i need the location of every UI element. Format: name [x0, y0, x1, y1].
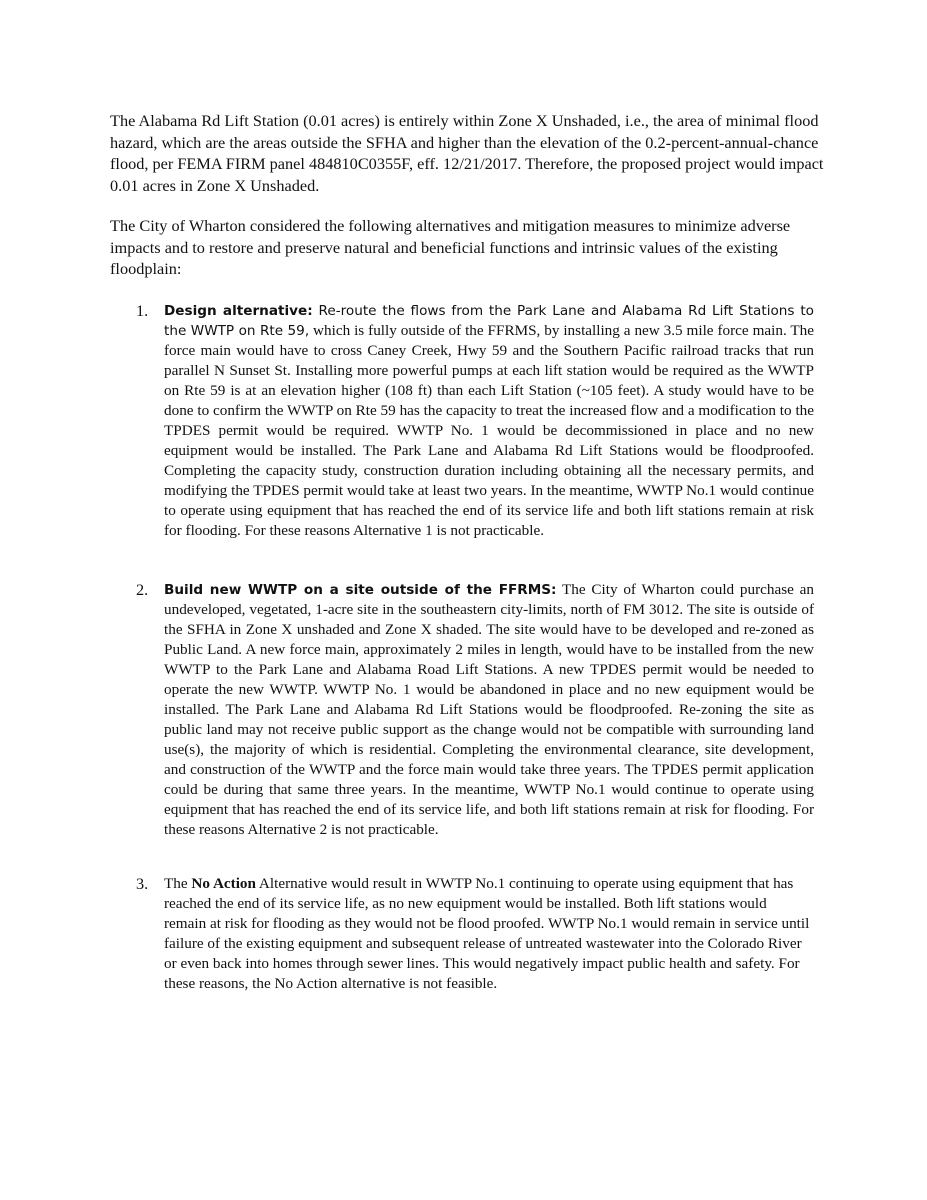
list-number: 1.	[136, 301, 149, 320]
alternatives-intro-paragraph: The City of Wharton considered the following alternatives and mitigation measures to minimize adverse impacts and to restore and preserve natural and beneficial functions and intrinsic values of the existing floodplain:	[110, 216, 791, 278]
intro-paragraph: The Alabama Rd Lift Station (0.01 acres) is entirely within Zone X Unshaded, i.e., the area of minimal flood hazard, which are the areas outside the SFHA and higher than the elevation of the 0.2-percent-annual-chance flood, per FEMA FIRM panel 484810C0355F, eff. 12/21/2017. Therefore, the proposed project would impact 0.01 acres in Zone X Unshaded.	[110, 111, 824, 195]
alternative-2-title: Build new WWTP on a site outside of the FFRMS:	[164, 582, 557, 598]
alternative-1-text	[164, 301, 814, 541]
alternative-1-title: Design alternative:	[164, 303, 313, 319]
list-number: 3.	[136, 874, 149, 893]
alternative-2-text	[164, 580, 814, 840]
alternative-3-title: No Action	[191, 875, 256, 892]
alternative-1-lead: Re-route the flows from the Park Lane and Alabama Rd Lift Stations to the WWTP on Rte 59,	[164, 303, 814, 339]
list-number: 2.	[136, 580, 149, 599]
alternative-1-body: which is fully outside of the FFRMS, by installing a new 3.5 mile force main. The force main would have to cross Caney Creek, Hwy 59 and the Southern Pacific railroad tracks that run parallel N Sunset St. Installing more powerful pumps at each lift station would be required as the WWTP on Rte 59 is at an elevation higher (108 ft) than each Lift Station (~105 feet). A study would have to be done to confirm the WWTP on Rte 59 has the capacity to treat the increased flow and a modification to the TPDES permit would be required. WWTP No. 1 would be decommissioned in place and no new equipment would be installed. The Park Lane and Alabama Rd Lift Stations would be floodproofed. Completing the capacity study, construction duration including obtaining all the necessary permits, and modifying the TPDES permit would take at least two years. In the meantime, WWTP No.1 would continue to operate using equipment that has reached the end of its service life and both lift stations remain at risk for flooding. For these reasons Alternative 1 is not practicable.	[164, 322, 814, 539]
alternative-2-body: The City of Wharton could purchase an undeveloped, vegetated, 1-acre site in the southeastern city-limits, north of FM 3012. The site is outside of the SFHA in Zone X unshaded and Zone X shaded. The site would have to be developed and re-zoned as Public Land. A new force main, approximately 2 miles in length, would have to be installed from the new WWTP to the Park Lane and Alabama Road Lift Stations. A new TPDES permit would be needed to operate the new WWTP. WWTP No. 1 would be abandoned in place and no new equipment would be installed. The Park Lane and Alabama Rd Lift Stations would be floodproofed. Re-zoning the site as public land may not receive public support as the change would not be compatible with surrounding land use(s), the majority of which is residential. Completing the environmental clearance, site development, and construction of the WWTP and the force main would take three years. The TPDES permit application could be during that same three years. In the meantime, WWTP No.1 would continue to operate using equipment that has reached the end of its service life, and both lift stations remain at risk for flooding. For these reasons Alternative 2 is not practicable.	[164, 581, 814, 838]
alternative-3-body: Alternative would result in WWTP No.1 continuing to operate using equipment that has reached the end of its service life, as no new equipment would be installed. Both lift stations would remain at risk for flooding as they would not be flood proofed. WWTP No.1 would remain in service until failure of the existing equipment and subsequent release of untreated wastewater into the Colorado River or even back into homes through sewer lines. This would negatively impact public health and safety. For these reasons, the No Action alternative is not feasible.	[164, 875, 810, 992]
alternative-3-pre: The	[164, 875, 192, 892]
alternative-3-text	[164, 874, 812, 994]
